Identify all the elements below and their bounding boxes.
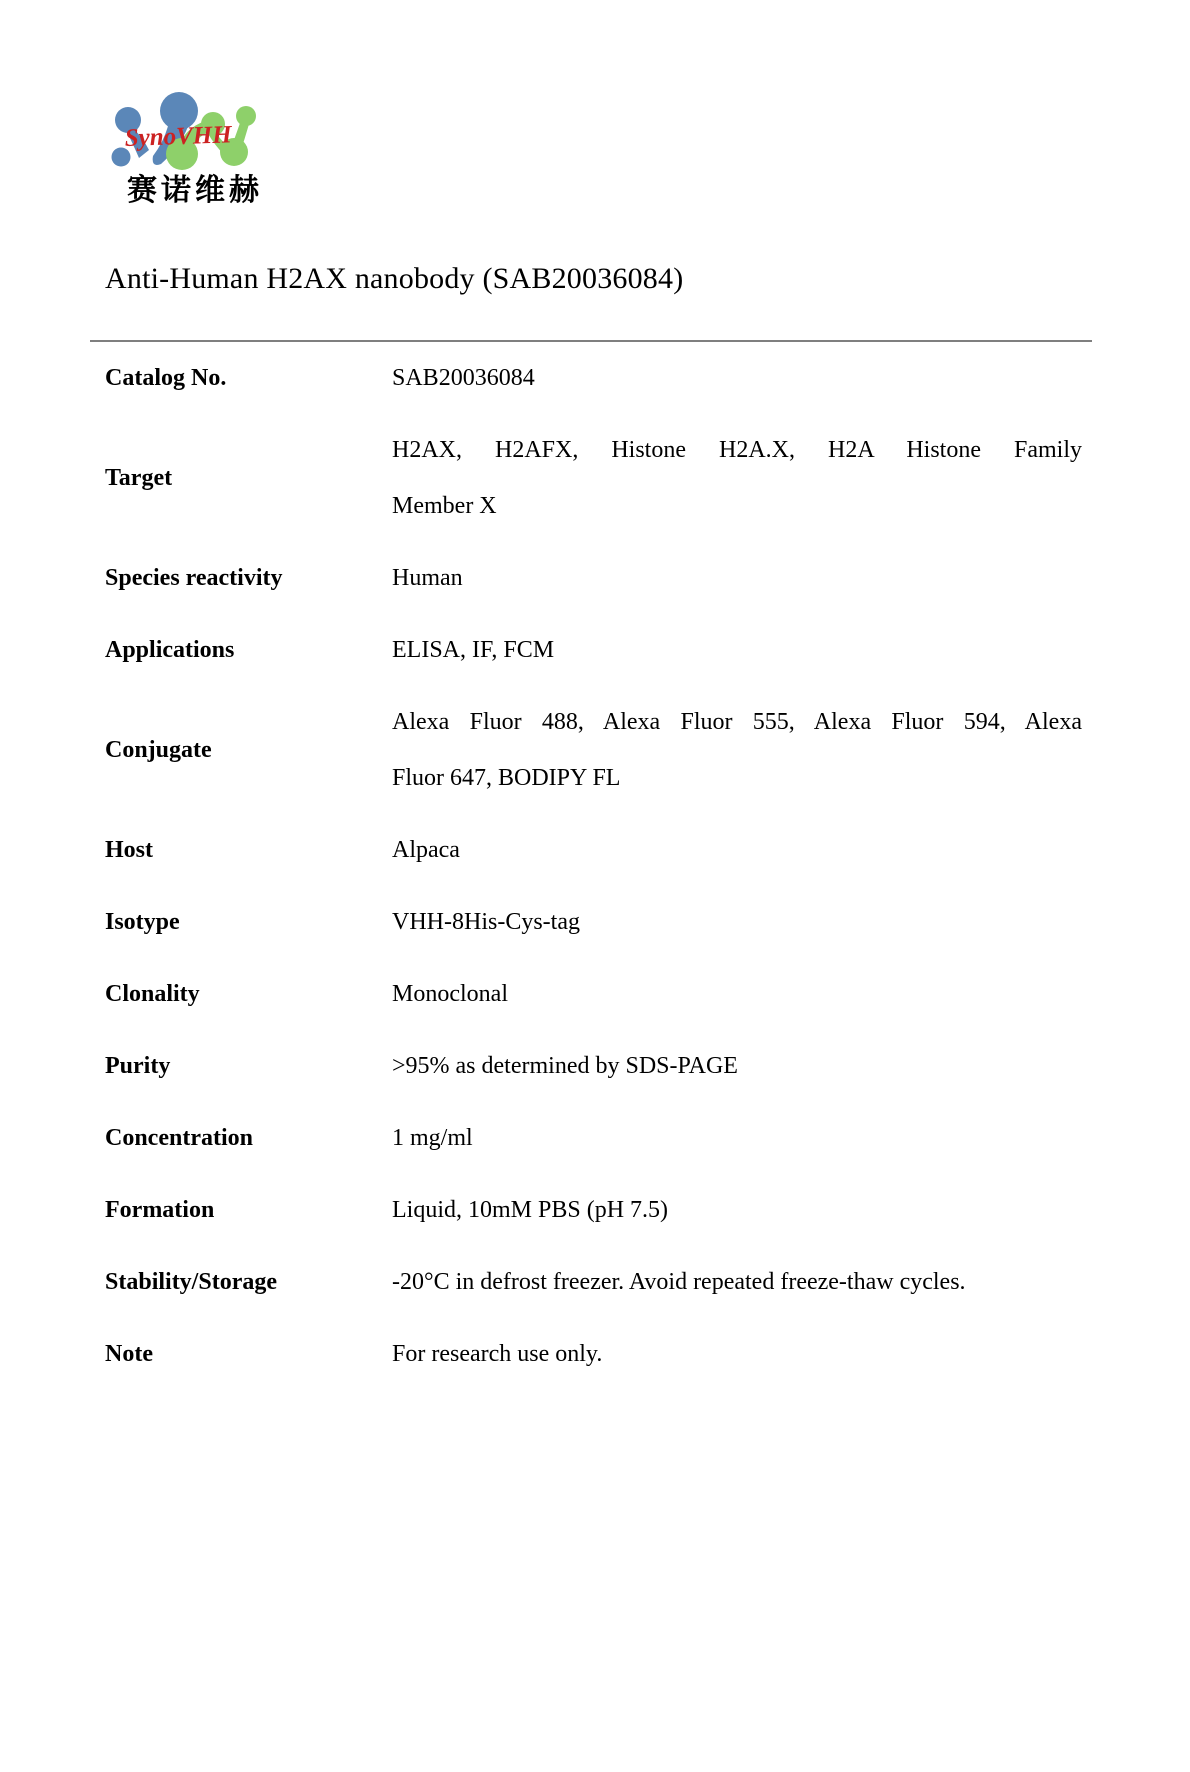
- spec-label: Concentration: [105, 1125, 253, 1151]
- spec-value: [392, 1038, 1082, 1094]
- spec-value: [392, 694, 1082, 806]
- spec-row: [105, 1318, 1082, 1390]
- spec-value: [392, 1326, 1082, 1382]
- spec-row: [105, 686, 1082, 814]
- spec-value-line: Member X: [392, 493, 497, 519]
- spec-label: Stability/Storage: [105, 1269, 277, 1295]
- spec-value-line: SAB20036084: [392, 365, 535, 391]
- brand-chinese-name: 赛诺维赫: [127, 173, 263, 208]
- spec-value-line: Fluor 647, BODIPY FL: [392, 765, 621, 791]
- spec-value: [392, 966, 1082, 1022]
- spec-row: [105, 814, 1082, 886]
- spec-value: [392, 822, 1082, 878]
- spec-value-line: -20°C in defrost freezer. Avoid repeated freeze-thaw cycles.: [392, 1269, 966, 1295]
- spec-value: [392, 350, 1082, 406]
- spec-label: Isotype: [105, 909, 180, 935]
- spec-row: [105, 1246, 1082, 1318]
- company-logo: [105, 88, 1082, 208]
- spec-value: [392, 1110, 1082, 1166]
- spec-label: Species reactivity: [105, 565, 283, 591]
- spec-label: Applications: [105, 637, 235, 663]
- spec-row: [105, 1174, 1082, 1246]
- spec-value-line: VHH-8His-Cys-tag: [392, 909, 580, 935]
- spec-value-line: Alexa Fluor 488, Alexa Fluor 555, Alexa Fluor 594, Alexa: [392, 709, 1082, 735]
- spec-row: [105, 542, 1082, 614]
- spec-value-line: Alpaca: [392, 837, 460, 863]
- brand-wordmark: SynoVHH: [124, 121, 233, 152]
- spec-row: [105, 1030, 1082, 1102]
- spec-label: Clonality: [105, 981, 200, 1007]
- spec-table: [90, 340, 1092, 1390]
- spec-label: Target: [105, 465, 173, 491]
- spec-row: [105, 342, 1082, 414]
- spec-value-line: Liquid, 10mM PBS (pH 7.5): [392, 1197, 669, 1223]
- spec-value: [392, 422, 1082, 534]
- spec-label: Conjugate: [105, 737, 212, 763]
- spec-value-line: >95% as determined by SDS-PAGE: [392, 1053, 738, 1079]
- document-page: [0, 88, 1190, 1390]
- spec-value-line: H2AX, H2AFX, Histone H2A.X, H2A Histone Family: [392, 437, 1082, 463]
- page-title: Anti-Human H2AX nanobody (SAB20036084): [105, 262, 684, 295]
- spec-value: [392, 622, 1082, 678]
- logo-blobs-icon: [105, 88, 257, 172]
- spec-row: [105, 958, 1082, 1030]
- spec-label: Host: [105, 837, 153, 863]
- spec-label: Catalog No.: [105, 365, 227, 391]
- spec-value: [392, 1254, 1082, 1310]
- spec-value: [392, 894, 1082, 950]
- spec-row: [105, 886, 1082, 958]
- spec-value-line: For research use only.: [392, 1341, 603, 1367]
- spec-label: Note: [105, 1341, 153, 1367]
- spec-label: Purity: [105, 1053, 171, 1079]
- spec-row: [105, 1102, 1082, 1174]
- spec-label: Formation: [105, 1197, 215, 1223]
- spec-row: [105, 614, 1082, 686]
- spec-row: [105, 414, 1082, 542]
- spec-value: [392, 550, 1082, 606]
- spec-value-line: 1 mg/ml: [392, 1125, 473, 1151]
- spec-value-line: Human: [392, 565, 463, 591]
- spec-value-line: Monoclonal: [392, 981, 508, 1007]
- spec-value-line: ELISA, IF, FCM: [392, 637, 555, 663]
- spec-value: [392, 1182, 1082, 1238]
